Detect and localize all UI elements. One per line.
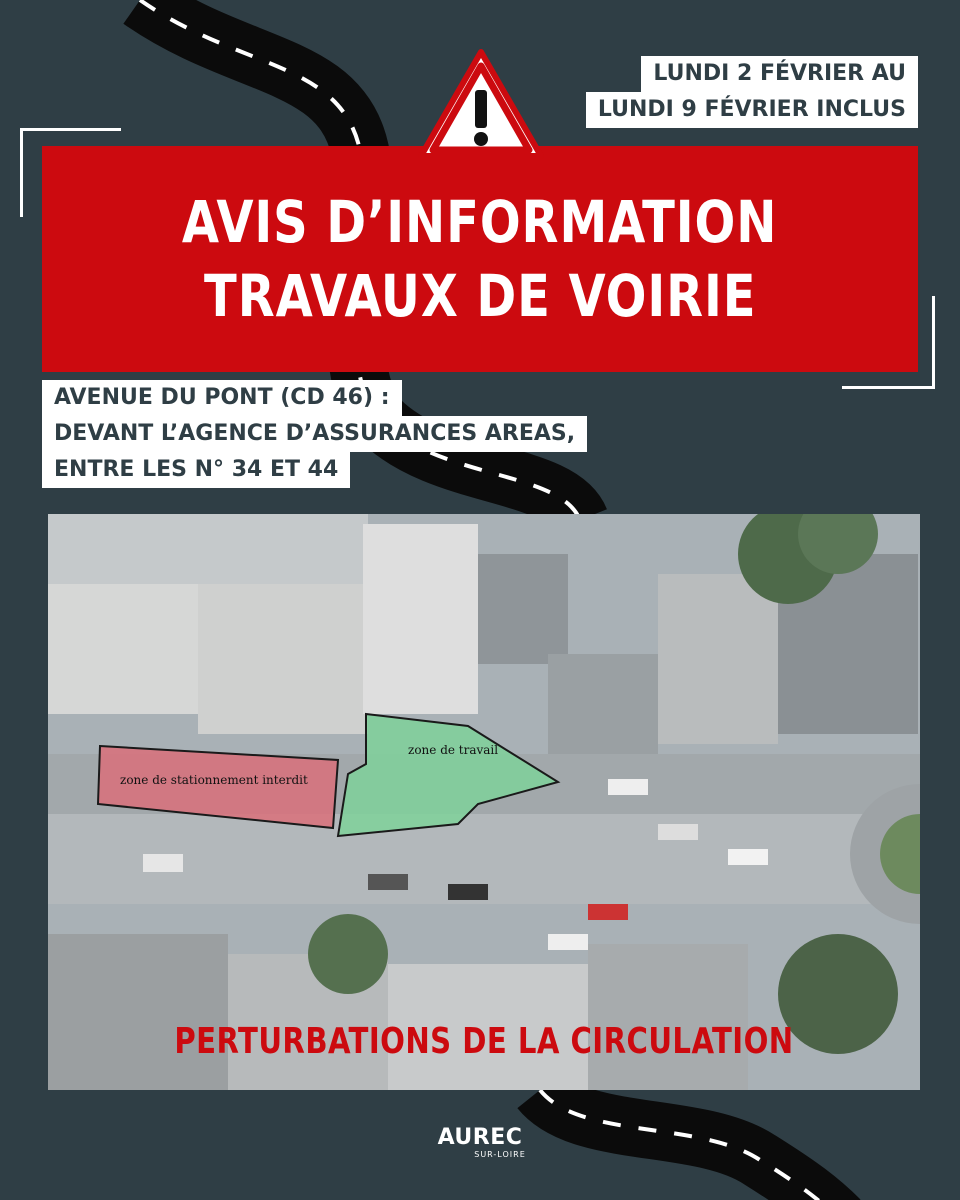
logo-subtitle: SUR-LOIRE [474,1150,526,1159]
address-street: AVENUE DU PONT (CD 46) : [42,380,402,416]
address-block [42,380,587,488]
aurec-logo [420,1126,540,1160]
work-zone-label: zone de travail [408,743,499,757]
notice-banner [42,146,918,372]
date-range [586,56,918,128]
banner-title: AVIS D’INFORMATION [182,188,778,256]
parking-zone-label: zone de stationnement interdit [120,773,308,787]
logo-name: AUREC [437,1125,523,1150]
date-line-end: LUNDI 9 FÉVRIER INCLUS [586,92,918,128]
aerial-map [48,514,920,1090]
warning-icon [417,48,545,162]
address-numbers: ENTRE LES N° 34 ET 44 [42,452,350,488]
traffic-disruption-caption: PERTURBATIONS DE LA CIRCULATION [174,1021,794,1062]
address-location: DEVANT L’AGENCE D’ASSURANCES AREAS, [42,416,587,452]
banner-subtitle: TRAVAUX DE VOIRIE [203,262,757,330]
date-line-start: LUNDI 2 FÉVRIER AU [641,56,918,92]
aerial-map-image [48,514,920,1090]
